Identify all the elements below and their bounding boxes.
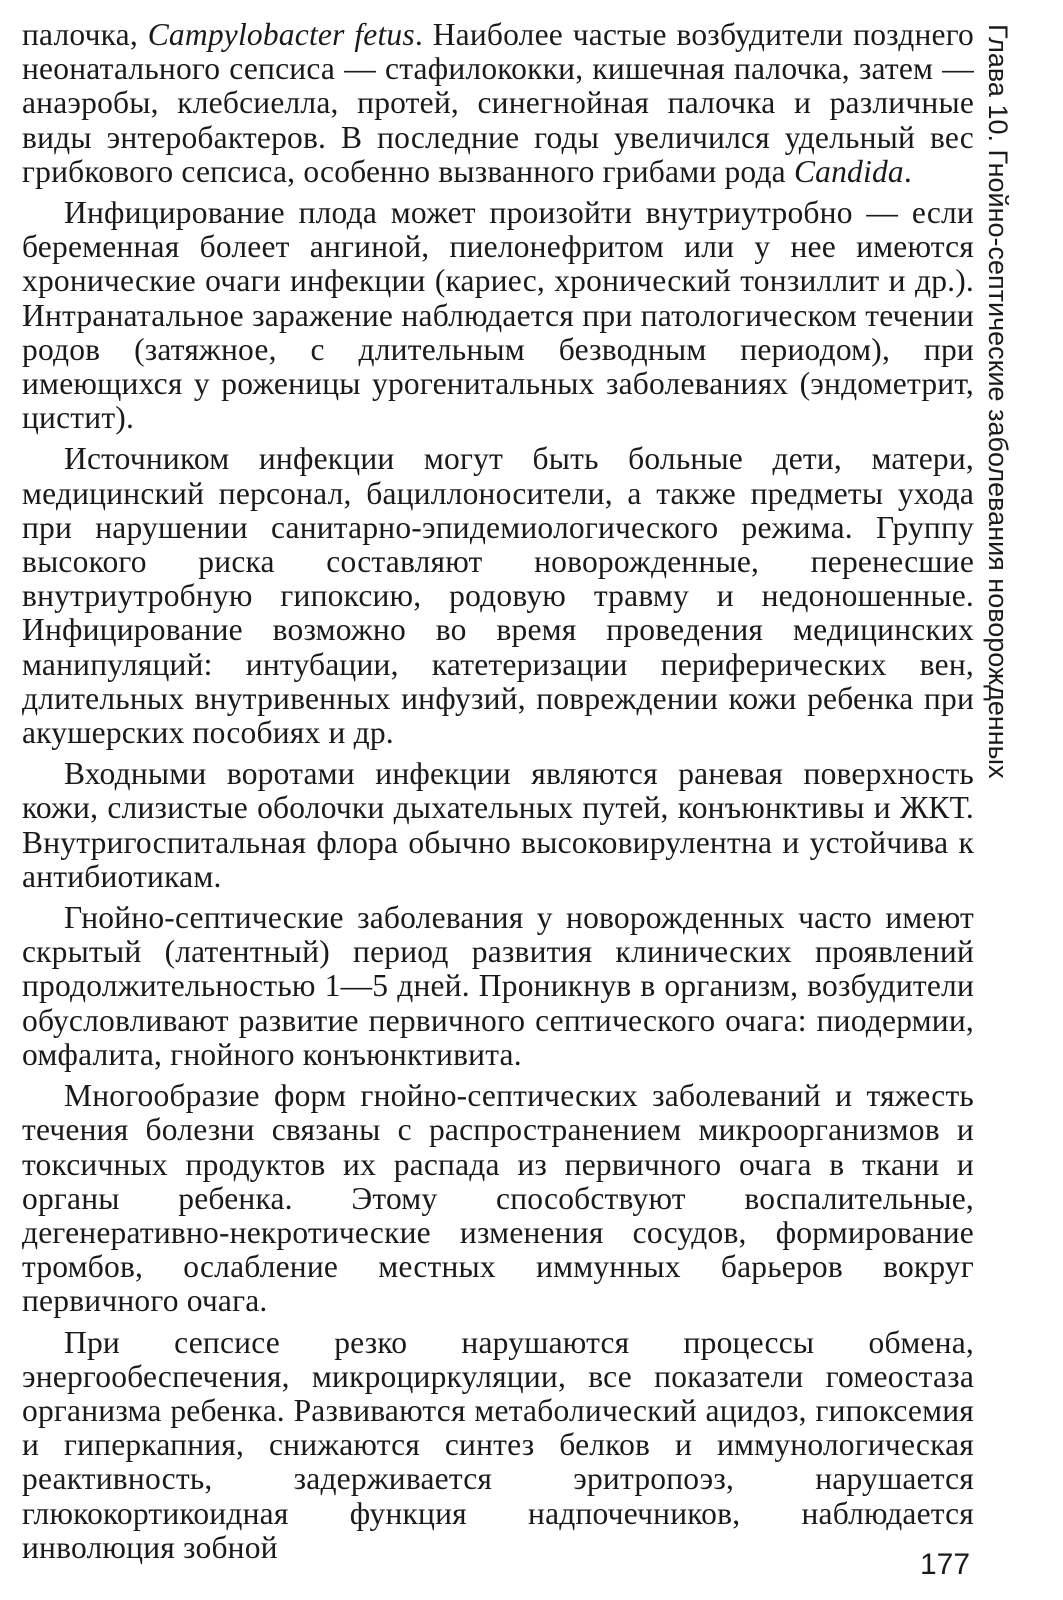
text-segment: При сепсисе резко нарушаются процессы обмена, энергообеспечения, микроциркуляции, все показатели гомеостаза организма ребенка. Развиваются метаболический ацидоз, гипоксемия и гиперкапния, снижаются синтез белков и иммунологическая реактивность, задерживается эритропоэз, нарушается глюкокортикоидная функция надпочечников, наблюдается инволюция зобной — [22, 1324, 974, 1565]
text-segment: палочка, — [22, 17, 148, 52]
running-head: Глава 10. Гнойно-септические заболевания новорожденных — [983, 24, 1013, 779]
italic-term: Candida — [793, 153, 904, 189]
italic-term: Campylobacter fetus — [147, 17, 415, 52]
paragraph-6 — [22, 1079, 974, 1318]
paragraph-4 — [22, 757, 974, 894]
text-segment: . — [903, 153, 912, 189]
text-segment: Источником инфекции могут быть больные дети, матери, медицинский персонал, бациллоносители, а также предметы ухода при нарушении санитарно-эпидемиологического режима. Группу высокого риска составляют новорожденные, перенесшие внутриутробную гипоксию, родовую травму и недоношенные. Инфицирование возможно во время проведения медицинских манипуляций: интубации, катетеризации периферических вен, длительных внутривенных инфузий, повреждении кожи ребенка при акушерских пособиях и др. — [22, 441, 974, 751]
text-segment: Многообразие форм гнойно-септических заболеваний и тяжесть течения болезни связаны с распространением микроорганизмов и токсичных продуктов их распада из первичного очага в ткани и органы ребенка. Этому способствуют воспалительные, дегенеративно-некротические изменения сосудов, формирование тромбов, ослабление местных иммунных барьеров вокруг первичного очага. — [22, 1078, 974, 1319]
paragraph-7 — [22, 1326, 974, 1565]
paragraph-2 — [22, 196, 974, 435]
body-text — [22, 18, 974, 1572]
text-segment: Инфицирование плода может произойти внутриутробно — если беременная болеет ангиной, пиелонефритом или у нее имеются хронические очаги инфекции (кариес, хронический тонзиллит и др.). Интранатальное заражение наблюдается при патологическом течении родов (затяжное, с длительным безводным периодом), при имеющихся у роженицы урогенитальных заболеваниях (эндометрит, цистит). — [22, 195, 974, 436]
paragraph-1 — [22, 18, 974, 189]
text-segment: Гнойно-септические заболевания у новорожденных часто имеют скрытый (латентный) период развития клинических проявлений продолжительностью 1—5 дней. Проникнув в организм, возбудители обусловливают развитие первичного септического очага: пиодермии, омфалита, гнойного конъюнктивита. — [22, 900, 974, 1072]
text-segment: Входными воротами инфекции являются раневая поверхность кожи, слизистые оболочки дыхательных путей, конъюнктивы и ЖКТ. Внутригоспитальная флора обычно высоковирулентна и устойчива к антибиотикам. — [22, 756, 974, 894]
text-segment: . Наиболее частые возбудители позднего неонатального сепсиса — стафилококки, кишечная палочка, затем — анаэробы, клебсиелла, протей, синегнойная палочка и различные виды энтеробактеров. В последние годы увеличился удельный вес грибкового сепсиса, особенно вызванного грибами рода — [22, 17, 974, 189]
paragraph-3 — [22, 442, 974, 750]
page-number: 177 — [920, 1548, 971, 1581]
paragraph-5 — [22, 901, 974, 1072]
